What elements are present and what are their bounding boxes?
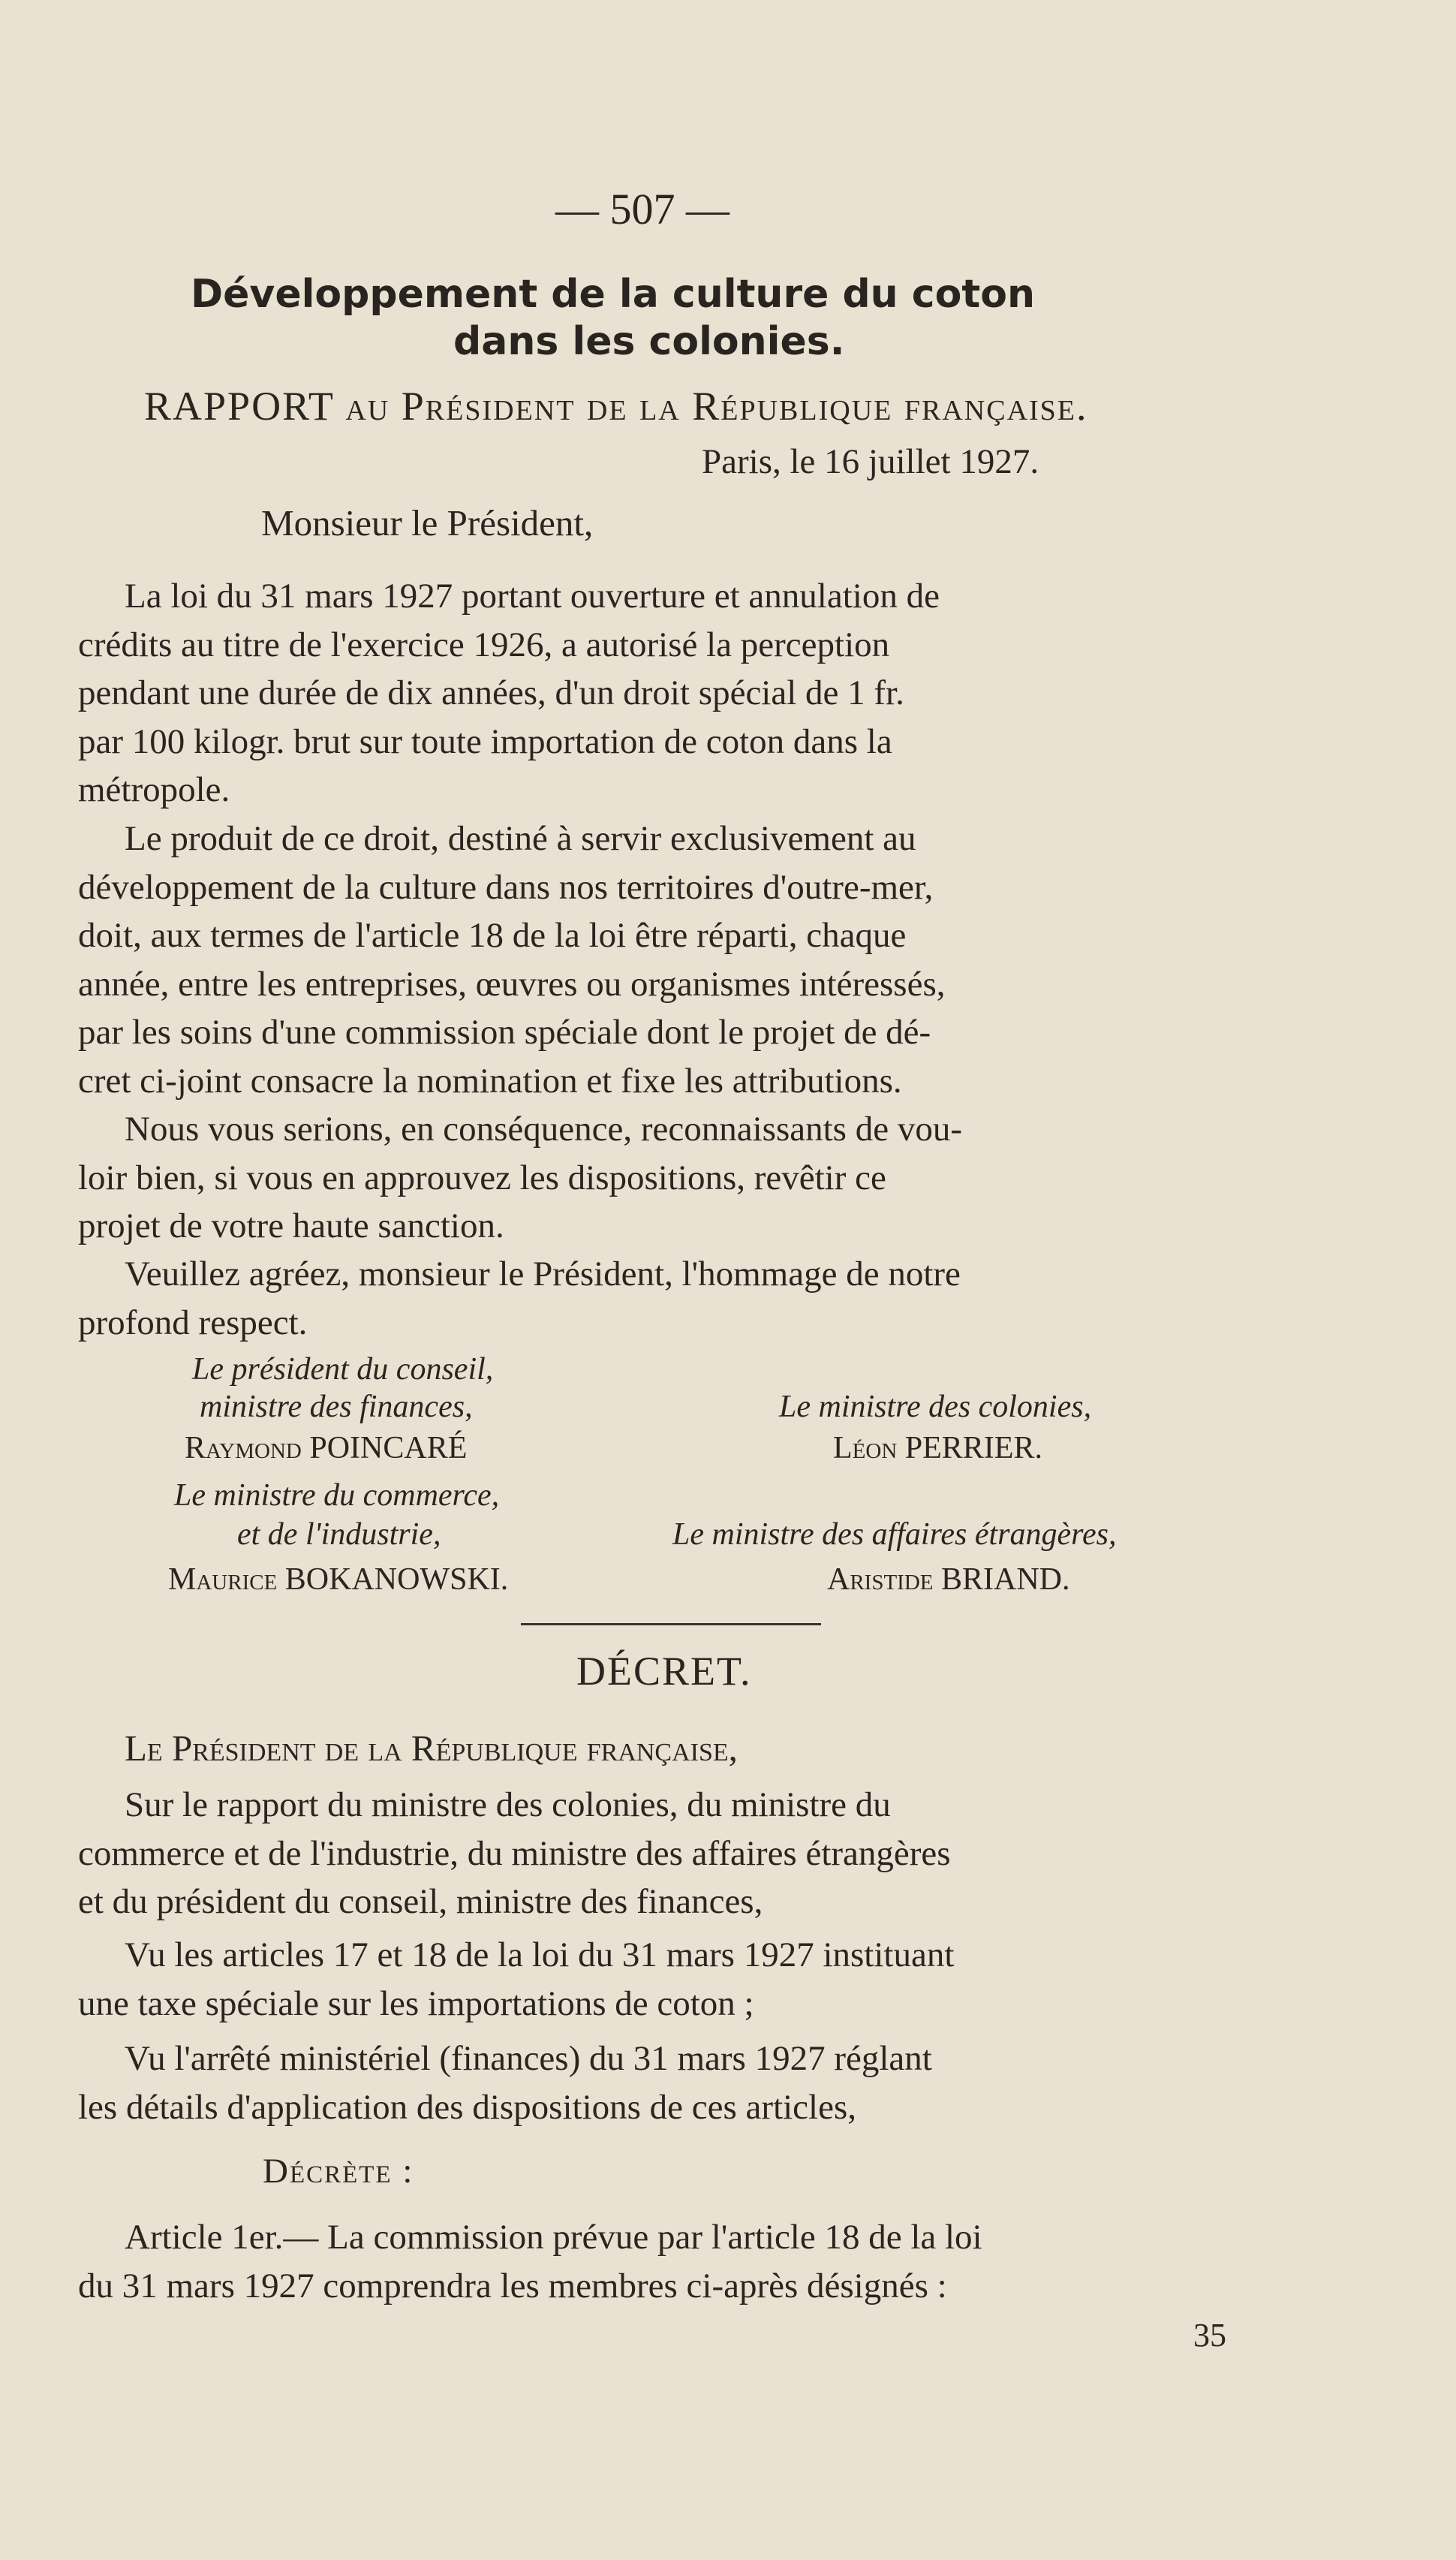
text-line: commerce et de l'industrie, du ministre des affaires étrangères [78,1833,951,1873]
rapport-paragraph-1 [78,572,1271,815]
text-line: une taxe spéciale sur les importations de coton ; [78,1983,754,2023]
article-1 [78,2213,1271,2310]
text-line: Vu les articles 17 et 18 de la loi du 31 mars 1927 instituant [125,1935,955,1974]
title-line-2: dans les colonies. [453,319,845,364]
text-line: par les soins d'une commission spéciale dont le projet de dé- [78,1013,931,1052]
signatory-name: Raymond POINCARÉ [185,1431,468,1465]
signatory-name: Maurice BOKANOWSKI. [168,1562,509,1597]
separator-rule [521,1623,821,1625]
text-line: projet de votre haute sanction. [78,1206,504,1245]
dateline: Paris, le 16 juillet 1927. [702,442,1039,481]
decret-preamble-text: Le Président de la République française, [125,1727,738,1769]
text-line: pendant une durée de dix années, d'un droit spécial de 1 fr. [78,673,904,712]
text-line: développement de la culture dans nos territoires d'outre-mer, [78,867,934,907]
text-line: doit, aux termes de l'article 18 de la loi être réparti, chaque [78,916,907,955]
signatory-title: et de l'industrie, [237,1517,441,1552]
page-number: — 507 — [555,185,730,233]
signatory-title: Le président du conseil, [192,1352,494,1387]
decret-paragraph-3 [78,2034,1271,2131]
text-line: du 31 mars 1927 comprendra les membres ci-après désignés : [78,2266,947,2306]
title-line-1: Développement de la culture du coton [191,272,1035,317]
rapport-heading-text: RAPPORT au Président de la République française. [144,384,1088,429]
text-line: par 100 kilogr. brut sur toute importation de coton dans la [78,721,892,761]
text-line: Sur le rapport du ministre des colonies, du ministre du [125,1785,891,1824]
signatory-title: Le ministre du commerce, [174,1478,500,1513]
salutation: Monsieur le Président, [261,502,594,544]
text-line: métropole. [78,770,230,809]
text-line: et du président du conseil, ministre des finances, [78,1882,763,1921]
text-line: Veuillez agréez, monsieur le Président, l'hommage de notre [125,1254,961,1294]
signatory-title: Le ministre des colonies, [779,1390,1092,1424]
decrete-heading: Décrète : [263,2152,414,2191]
rapport-paragraph-4 [78,1250,1271,1347]
rapport-heading [144,383,1088,429]
signatory-title: Le ministre des affaires étrangères, [672,1517,1117,1552]
text-line: Nous vous serions, en conséquence, reconnaissants de vou- [125,1110,962,1149]
decret-heading: DÉCRET. [576,1649,752,1694]
rapport-paragraph-2 [78,815,1271,1105]
signatory-name: Aristide BRIAND. [827,1562,1070,1597]
decret-paragraph-2 [78,1931,1271,2028]
text-line: cret ci-joint consacre la nomination et fixe les attributions. [78,1061,902,1101]
decret-preamble [125,1727,738,1769]
signature-mark: 35 [1193,2317,1226,2354]
rapport-paragraph-3 [78,1105,1271,1251]
signatory-name: Léon PERRIER. [833,1431,1042,1465]
text-line: année, entre les entreprises, œuvres ou organismes intéressés, [78,964,946,1004]
signatory-title: ministre des finances, [200,1390,473,1424]
text-line: profond respect. [78,1303,308,1342]
text-line: les détails d'application des dispositions de ces articles, [78,2087,857,2127]
text-line: loir bien, si vous en approuvez les dispositions, revêtir ce [78,1158,886,1197]
text-line: Le produit de ce droit, destiné à servir exclusivement au [125,819,916,858]
text-line: Article 1er.— La commission prévue par l'article 18 de la loi [125,2218,982,2257]
text-line: Vu l'arrêté ministériel (finances) du 31 mars 1927 réglant [125,2039,932,2078]
text-line: crédits au titre de l'exercice 1926, a autorisé la perception [78,625,890,664]
decret-paragraph-1 [78,1781,1271,1926]
text-line: La loi du 31 mars 1927 portant ouverture et annulation de [125,577,940,616]
